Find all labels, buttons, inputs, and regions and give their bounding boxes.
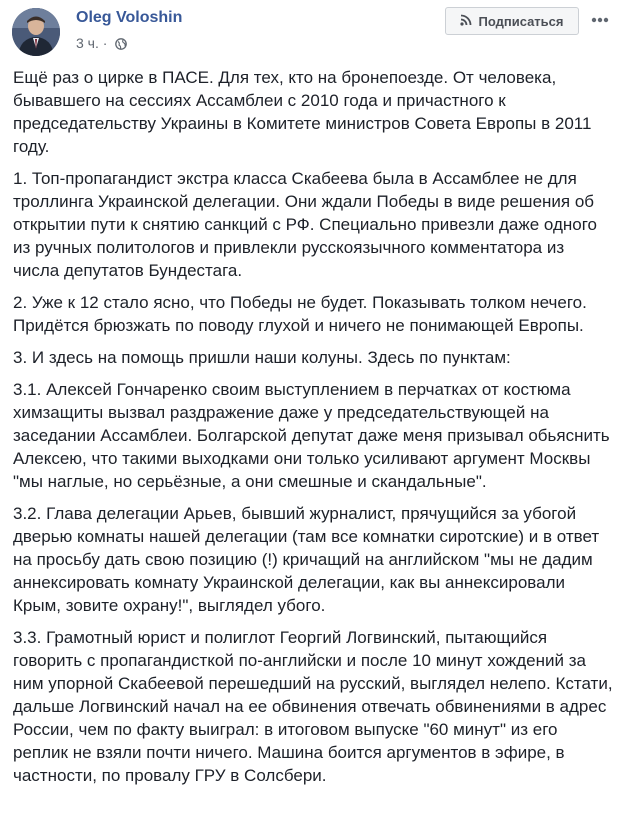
more-horizontal-icon[interactable] — [588, 10, 612, 30]
post-paragraph: 3.3. Грамотный юрист и полиглот Георгий Логвинский, пытающийся говорить с пропагандисткой по-английски и после 10 минут хождений за ним упорной Скабеевой перешедший на русский, выглядел нелепо. Кстати, дальше Логвинский начал на ее обвинения отвечать обвинениями в адрес России, чем по факту выиграл: в итоговом выпуске "60 минут" из его реплик не взяли почти ничего. Машина боится аргументов в эфире, в частности, по провалу ГРУ в Солсбери. — [13, 628, 613, 785]
avatar[interactable] — [12, 8, 60, 56]
post-paragraph: 2. Уже к 12 стало ясно, что Победы не будет. Показывать толком нечего. Придётся брюзжать по поводу глухой и ничего не понимающей Европы. — [13, 293, 587, 335]
post-paragraph: 3. И здесь на помощь пришли наши колуны. Здесь по пунктам: — [13, 348, 511, 367]
post-meta: 3 ч. · — [76, 35, 127, 53]
post-header — [0, 0, 620, 64]
post-paragraph: 3.1. Алексей Гончаренко своим выступлением в перчатках от костюма химзащиты вызвал раздражение даже у председательствующей на заседании Ассамблеи. Болгарской депутат даже меня призывал обьяснить Алексею, что такими выходками они только усиливают аргумент Москвы "мы наглые, но серьёзные, а они смешные и скандальные". — [13, 380, 610, 491]
post-paragraph: Ещё раз о цирке в ПАСЕ. Для тех, кто на бронепоезде. От человека, бывавшего на сессиях Ассамблеи с 2010 года и причастного к председательству Украины в Комитете министров Совета Европы в 2011 году. — [13, 68, 592, 156]
post-timestamp[interactable]: 3 ч. — [76, 35, 99, 51]
post-text — [13, 66, 613, 796]
globe-icon[interactable] — [115, 37, 127, 53]
post-paragraph: 3.2. Глава делегации Арьев, бывший журналист, прячущийся за убогой дверью комнаты нашей делегации (там все комнатки сиротские) и в ответ на просьбу дать свою позицию (!) кричащий на английском "мы не дадим аннексировать комнату Украинской делегации, как вы аннексировали Крым, зовите охрану!", выглядел убого. — [13, 504, 600, 615]
subscribe-button[interactable] — [445, 7, 579, 35]
subscribe-label: Подписаться — [478, 13, 564, 29]
avatar-photo — [12, 8, 60, 56]
post-paragraph: 1. Топ-пропагандист экстра класса Скабеева была в Ассамблее не для троллинга Украинской делегации. Они ждали Победы в виде решения об открытии пути к снятию санкций с РФ. Специально привезли даже одного из ручных политологов и привлекли русскоязычного комментатора из числа депутатов Бундестага. — [13, 169, 598, 280]
rss-icon — [460, 14, 472, 29]
author-name[interactable]: Oleg Voloshin — [76, 9, 183, 26]
